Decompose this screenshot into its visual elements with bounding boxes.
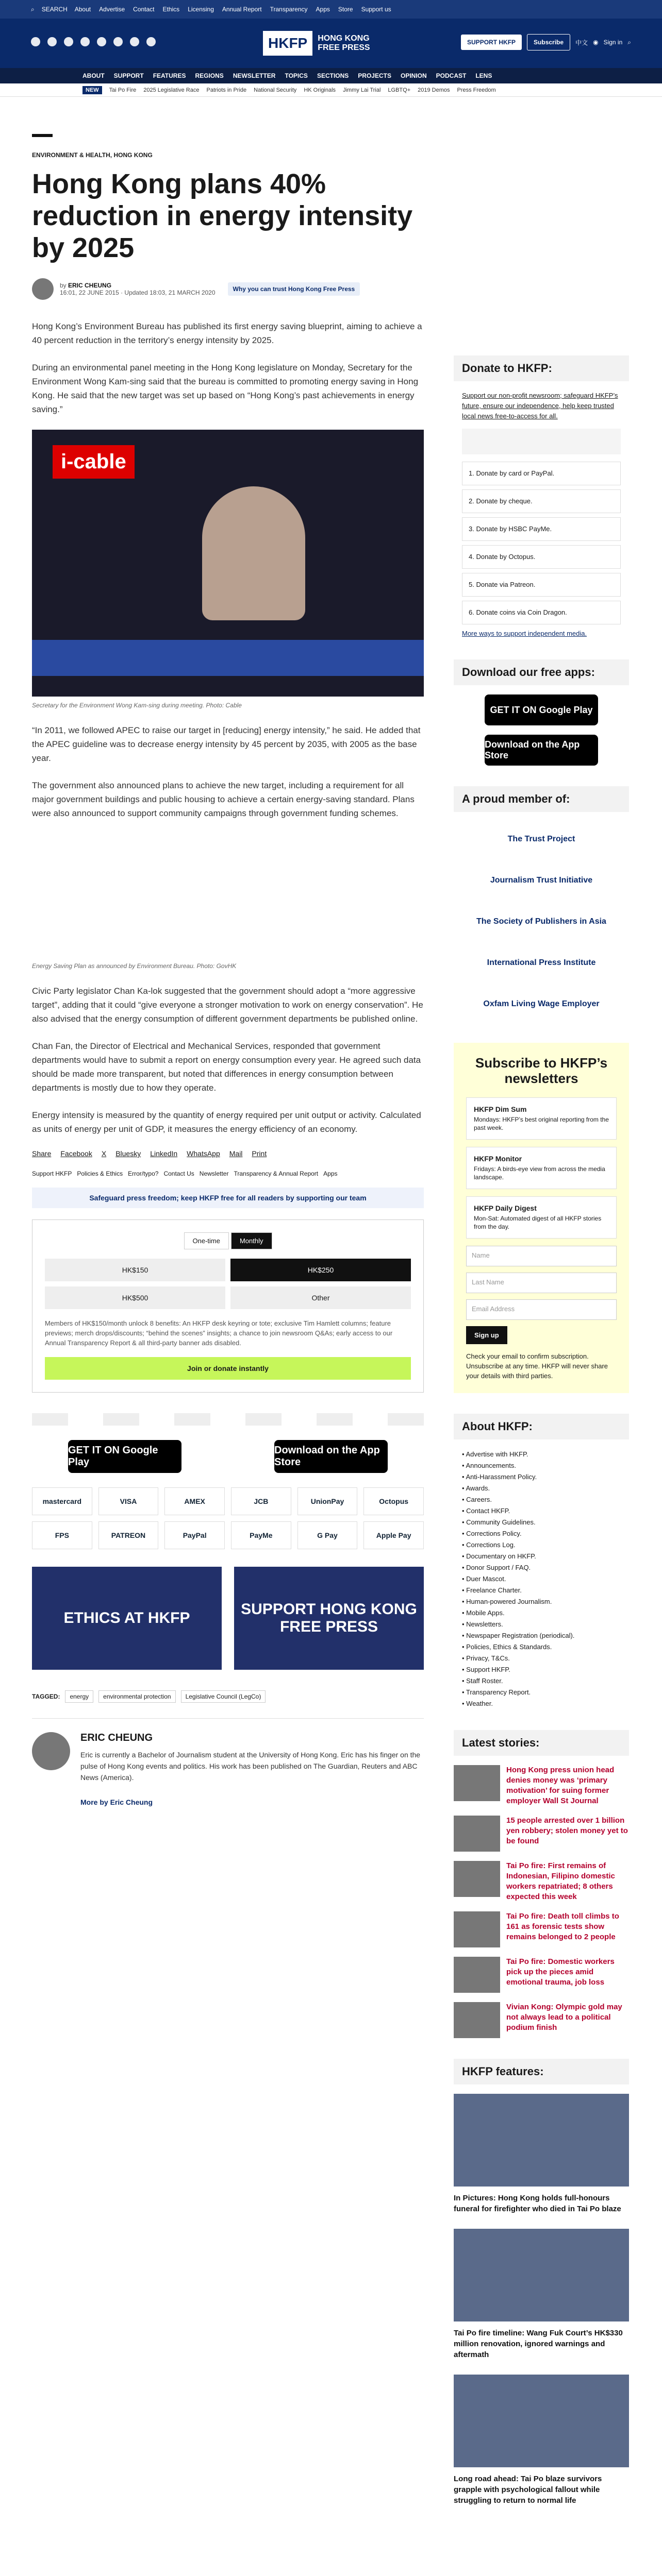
share-link[interactable]: LinkedIn bbox=[150, 1149, 178, 1158]
about-link[interactable]: • Donor Support / FAQ. bbox=[462, 1564, 531, 1571]
payment-logo: UnionPay bbox=[297, 1487, 358, 1515]
topic-nav bbox=[0, 83, 662, 97]
newsletter-widget bbox=[454, 1043, 629, 1393]
share-link[interactable]: Print bbox=[252, 1149, 267, 1158]
member-logo[interactable]: The Society of Publishers in Asia bbox=[476, 917, 606, 926]
photo-caption: Energy Saving Plan as announced by Environment Bureau. Photo: GovHK bbox=[32, 962, 237, 970]
join-button[interactable]: Join or donate instantly bbox=[45, 1357, 411, 1380]
member-logo[interactable]: International Press Institute bbox=[487, 958, 596, 967]
donate-box bbox=[32, 1219, 424, 1393]
about-list bbox=[454, 1449, 629, 1709]
sidebar bbox=[454, 355, 629, 2527]
footer-link[interactable]: Policies & Ethics bbox=[77, 1170, 123, 1177]
paragraph: Civic Party legislator Chan Ka-lok suggested that the government should adopt a “more aggressive target”, adding that it could “give everyone a stronger motivation to work on energy conservation”. He also advised that the energy consumption of different government departments be published online. bbox=[32, 986, 423, 1024]
photo-caption: Secretary for the Environment Wong Kam-sing during meeting. Photo: Cable bbox=[32, 702, 242, 709]
donate-option[interactable]: 4. Donate by Octopus. bbox=[462, 545, 621, 569]
payment-logo: PATREON bbox=[98, 1521, 159, 1549]
donate-banner[interactable]: Safeguard press freedom; keep HKFP free for all readers by supporting our team bbox=[32, 1188, 424, 1208]
widget-title: Download our free apps: bbox=[454, 659, 629, 685]
member-logo[interactable]: The Trust Project bbox=[507, 835, 575, 843]
article-date: 16:01, 22 JUNE 2015 · Updated 18:03, 21 MARCH 2020 bbox=[60, 289, 216, 296]
social-links bbox=[31, 37, 156, 46]
paragraph: “In 2011, we followed APEC to raise our target in [reducing] energy intensity,” he said. He added that the APEC guideline was to decrease energy intensity by 45 percent by 2035, with 2005 as the base year. bbox=[32, 725, 421, 763]
feature-headline[interactable]: In Pictures: Hong Kong holds full-honours funeral for firefighter who died in Tai Po blaze bbox=[454, 2194, 621, 2213]
features-widget bbox=[454, 2059, 629, 2506]
newsletter-name: HKFP Daily Digest bbox=[474, 1204, 537, 1212]
top-link[interactable]: Transparency bbox=[270, 6, 308, 13]
subscribe-button[interactable]: Subscribe bbox=[527, 34, 570, 50]
newsletter-desc: Fridays: A birds-eye view from across the media landscape. bbox=[474, 1165, 605, 1181]
article bbox=[32, 134, 424, 1821]
member-logo[interactable]: Oxfam Living Wage Employer bbox=[483, 999, 600, 1008]
lower-third bbox=[32, 640, 424, 676]
telegram-icon[interactable] bbox=[146, 37, 156, 46]
last-name-field[interactable]: Last Name bbox=[466, 1273, 617, 1293]
tab-one-time[interactable]: One-time bbox=[184, 1232, 229, 1249]
byline-text bbox=[60, 282, 216, 296]
search-icon[interactable]: ⌕ bbox=[31, 5, 35, 13]
widget-title: Donate to HKFP: bbox=[454, 355, 629, 381]
latest-list bbox=[454, 1765, 629, 2038]
latest-thumbnail bbox=[454, 2002, 500, 2038]
latest-headline[interactable]: Tai Po fire: First remains of Indonesian, Filipino domestic workers repatriated; 8 others expected this week bbox=[506, 1861, 615, 1901]
footer-link[interactable]: Error/typo? bbox=[128, 1170, 159, 1177]
payment-logo: VISA bbox=[98, 1487, 159, 1515]
latest-headline[interactable]: Tai Po fire: Death toll climbs to 161 as forensic tests show remains belonged to 2 people bbox=[506, 1912, 619, 1941]
latest-thumbnail bbox=[454, 1957, 500, 1993]
widget-title: HKFP features: bbox=[454, 2059, 629, 2084]
payment-logo: G Pay bbox=[297, 1521, 358, 1549]
tags-label: TAGGED: bbox=[32, 1693, 60, 1700]
paragraph: During an environmental panel meeting in the Hong Kong legislature on Monday, Secretary for the Environment Wong Kam-sing said that the bureau is committed to promoting energy saving in Hong Kong. He said that the new target was set up based on “Hong Kong’s past achievements in energy saving.” bbox=[32, 363, 419, 414]
top-link[interactable]: About bbox=[74, 6, 91, 13]
about-link[interactable]: • Weather. bbox=[462, 1700, 493, 1707]
about-link[interactable]: • Contact HKFP. bbox=[462, 1507, 510, 1515]
amount-option[interactable]: HK$250 bbox=[230, 1259, 411, 1281]
payment-methods bbox=[32, 1487, 424, 1549]
feature-item[interactable] bbox=[454, 2094, 629, 2214]
about-link[interactable]: • Corrections Policy. bbox=[462, 1530, 522, 1537]
nav-item[interactable]: SUPPORT bbox=[113, 72, 144, 79]
feature-image bbox=[454, 2229, 629, 2321]
user-icon[interactable]: ◉ bbox=[593, 39, 599, 46]
latest-item[interactable] bbox=[454, 1816, 629, 1852]
partner-logos bbox=[32, 1413, 424, 1426]
payment-logo: PayPal bbox=[164, 1521, 225, 1549]
donate-option[interactable]: 2. Donate by cheque. bbox=[462, 489, 621, 513]
feature-item[interactable] bbox=[454, 2375, 629, 2506]
donate-option[interactable]: 6. Donate coins via Coin Dragon. bbox=[462, 601, 621, 624]
latest-item[interactable] bbox=[454, 1911, 629, 1947]
topic-link[interactable]: Press Freedom bbox=[457, 87, 496, 93]
ethics-promo[interactable]: ETHICS AT HKFP bbox=[32, 1567, 222, 1670]
latest-headline[interactable]: Vivian Kong: Olympic gold may not always lead to a political podium finish bbox=[506, 2003, 622, 2032]
member-logo[interactable]: Journalism Trust Initiative bbox=[490, 876, 593, 885]
top-bar bbox=[0, 0, 662, 19]
app-badges bbox=[32, 1440, 424, 1473]
latest-thumbnail bbox=[454, 1861, 500, 1897]
partner-logo bbox=[245, 1413, 282, 1426]
promo-banners bbox=[32, 1567, 424, 1670]
app-store-badge[interactable]: Download on the App Store bbox=[274, 1440, 388, 1473]
about-link[interactable]: • Awards. bbox=[462, 1484, 490, 1492]
newsletter-name: HKFP Monitor bbox=[474, 1155, 522, 1163]
nav-item[interactable]: TOPICS bbox=[285, 72, 308, 79]
latest-thumbnail bbox=[454, 1765, 500, 1801]
partner-logo bbox=[317, 1413, 353, 1426]
logo[interactable] bbox=[263, 28, 397, 59]
author-box bbox=[32, 1718, 424, 1821]
feature-image bbox=[454, 2375, 629, 2467]
widget-title: About HKFP: bbox=[454, 1414, 629, 1439]
about-link[interactable]: • Corrections Log. bbox=[462, 1541, 516, 1549]
paragraph: Energy intensity is measured by the quantity of energy required per unit output or activity. Calculated as units of energy per unit of GDP, it measures the energy efficiency of an economy. bbox=[32, 1110, 421, 1134]
about-link[interactable]: • Duer Mascot. bbox=[462, 1575, 506, 1583]
avatar bbox=[32, 278, 54, 300]
tag[interactable]: environmental protection bbox=[98, 1690, 175, 1703]
more-ways-link[interactable]: More ways to support independent media. bbox=[462, 630, 587, 637]
google-play-badge[interactable]: GET IT ON Google Play bbox=[68, 1440, 181, 1473]
newsletter-option[interactable] bbox=[466, 1196, 617, 1239]
topic-link[interactable]: Patriots in Pride bbox=[206, 87, 247, 93]
signin-link[interactable]: Sign in bbox=[603, 39, 623, 46]
logo-box: HKFP bbox=[263, 31, 312, 56]
feature-image bbox=[454, 2094, 629, 2187]
donate-widget bbox=[454, 355, 629, 639]
speaker-figure bbox=[202, 486, 305, 620]
site-header bbox=[0, 19, 662, 68]
threads-icon[interactable] bbox=[80, 37, 90, 46]
instagram-icon[interactable] bbox=[64, 37, 73, 46]
footer-link[interactable]: Contact Us bbox=[163, 1170, 194, 1177]
newsletter-desc: Mondays: HKFP’s best original reporting from the past week. bbox=[474, 1116, 609, 1131]
share-link[interactable]: WhatsApp bbox=[187, 1149, 220, 1158]
top-link[interactable]: Contact bbox=[133, 6, 155, 13]
top-link[interactable]: Annual Report bbox=[222, 6, 262, 13]
newsletter-desc: Mon-Sat: Automated digest of all HKFP stories from the day. bbox=[474, 1215, 602, 1230]
latest-headline[interactable]: 15 people arrested over 1 billion yen robbery; stolen money yet to be found bbox=[506, 1816, 628, 1845]
feature-item[interactable] bbox=[454, 2229, 629, 2360]
nav-item[interactable]: FEATURES bbox=[153, 72, 186, 79]
app-store-badge[interactable]: Download on the App Store bbox=[485, 735, 598, 766]
about-link[interactable]: • Policies, Ethics & Standards. bbox=[462, 1643, 552, 1651]
share-link[interactable]: X bbox=[101, 1149, 107, 1158]
header-actions bbox=[461, 34, 631, 50]
about-link[interactable]: • Staff Roster. bbox=[462, 1677, 503, 1685]
about-link[interactable]: • Anti-Harassment Policy. bbox=[462, 1473, 537, 1481]
latest-thumbnail bbox=[454, 1816, 500, 1852]
support-promo[interactable]: SUPPORT HONG KONG FREE PRESS bbox=[234, 1567, 424, 1670]
about-link[interactable]: • Careers. bbox=[462, 1496, 492, 1503]
partner-logo bbox=[32, 1413, 68, 1426]
about-link[interactable]: • Human-powered Journalism. bbox=[462, 1598, 552, 1605]
latest-item[interactable] bbox=[454, 1765, 629, 1806]
newsletter-note: Check your email to confirm subscription. Unsubscribe at any time. HKFP will never share your details with third parties. bbox=[466, 1352, 608, 1380]
about-link[interactable]: • Newspaper Registration (periodical). bbox=[462, 1632, 575, 1639]
apps-widget bbox=[454, 659, 629, 766]
paragraph: Chan Fan, the Director of Electrical and Mechanical Services, responded that government departments would have to submit a report on energy consumption every year. He agreed such data should be made more transparent, but noted that differences in energy consumption between departments is mostly due to how they operate. bbox=[32, 1041, 421, 1093]
donate-tabs bbox=[45, 1232, 411, 1249]
newsletter-name: HKFP Dim Sum bbox=[474, 1105, 527, 1113]
tag-list bbox=[32, 1690, 424, 1703]
feature-list bbox=[454, 2094, 629, 2506]
google-play-badge[interactable]: GET IT ON Google Play bbox=[485, 694, 598, 725]
footer-link[interactable]: Newsletter bbox=[199, 1170, 229, 1177]
latest-item[interactable] bbox=[454, 2002, 629, 2038]
new-badge: NEW bbox=[82, 86, 102, 94]
nav-item[interactable]: PODCAST bbox=[436, 72, 467, 79]
amount-option[interactable]: HK$150 bbox=[45, 1259, 225, 1281]
article-title: Hong Kong plans 40% reduction in energy intensity by 2025 bbox=[32, 168, 413, 263]
about-link[interactable]: • Transparency Report. bbox=[462, 1688, 531, 1696]
youtube-icon[interactable] bbox=[113, 37, 123, 46]
author-avatar bbox=[32, 1732, 70, 1770]
author-bio: Eric is currently a Bachelor of Journalism student at the University of Hong Kong. Eric has his finger on the pulse of Hong Kong events and politics. His work has been published on The Guardian, Reuters and ABC News (America). bbox=[80, 1751, 421, 1782]
top-link[interactable]: Licensing bbox=[188, 6, 214, 13]
nav-item[interactable]: ABOUT bbox=[82, 72, 105, 79]
payment-logo: mastercard bbox=[32, 1487, 92, 1515]
topic-link[interactable]: Tai Po Fire bbox=[109, 87, 137, 93]
top-link[interactable]: Store bbox=[338, 6, 353, 13]
latest-item[interactable] bbox=[454, 1957, 629, 1993]
nav-item[interactable]: OPINION bbox=[400, 72, 427, 79]
about-link[interactable]: • Freelance Charter. bbox=[462, 1586, 522, 1594]
byline bbox=[32, 278, 424, 300]
feature-headline[interactable]: Long road ahead: Tai Po blaze survivors grapple with psychological fallout while struggling to return to normal life bbox=[454, 2475, 602, 2505]
topic-link[interactable]: 2019 Demos bbox=[418, 87, 450, 93]
bluesky-icon[interactable] bbox=[97, 37, 106, 46]
topic-link[interactable]: HK Originals bbox=[304, 87, 336, 93]
share-link[interactable]: Bluesky bbox=[115, 1149, 141, 1158]
email-field[interactable]: Email Address bbox=[466, 1299, 617, 1320]
about-link[interactable]: • Newsletters. bbox=[462, 1620, 503, 1628]
linkedin-icon[interactable] bbox=[130, 37, 139, 46]
payment-logo: AMEX bbox=[164, 1487, 225, 1515]
donate-amounts bbox=[45, 1259, 411, 1309]
nav-item[interactable]: LENS bbox=[475, 72, 492, 79]
about-link[interactable]: • Documentary on HKFP. bbox=[462, 1552, 536, 1560]
author-name[interactable]: ERIC CHEUNG bbox=[80, 1732, 153, 1743]
nav-item[interactable]: REGIONS bbox=[195, 72, 224, 79]
top-link[interactable]: Ethics bbox=[162, 6, 180, 13]
card-logos bbox=[462, 429, 621, 454]
author-link[interactable]: ERIC CHEUNG bbox=[68, 282, 112, 289]
payment-logo: JCB bbox=[231, 1487, 291, 1515]
about-link[interactable]: • Support HKFP. bbox=[462, 1666, 510, 1673]
x-icon[interactable] bbox=[47, 37, 57, 46]
widget-title: A proud member of: bbox=[454, 786, 629, 812]
share-link[interactable]: Facebook bbox=[60, 1149, 92, 1158]
main-nav bbox=[0, 68, 662, 83]
paragraph: The government also announced plans to achieve the new target, including a requirement for all major government buildings and public housing to achieve a certain energy-saving standard. Plans were also announced to support community campaigns through government funding schemes. bbox=[32, 781, 415, 818]
article-photo bbox=[32, 430, 424, 697]
share-link[interactable]: Share bbox=[32, 1149, 52, 1158]
logo-line: HONG KONG bbox=[318, 34, 370, 43]
facebook-icon[interactable] bbox=[31, 37, 40, 46]
paragraph: Hong Kong’s Environment Bureau has published its first energy saving blueprint, aiming to achieve a 40 percent reduction in the territory’s energy intensity by 2025. bbox=[32, 321, 422, 345]
search-icon[interactable]: ⌕ bbox=[627, 38, 631, 46]
share-link[interactable]: Mail bbox=[229, 1149, 243, 1158]
tag[interactable]: Legislative Council (LegCo) bbox=[181, 1690, 266, 1703]
widget-title: Latest stories: bbox=[454, 1730, 629, 1756]
latest-thumbnail bbox=[454, 1911, 500, 1947]
footer-link[interactable]: Support HKFP bbox=[32, 1170, 72, 1177]
latest-headline[interactable]: Tai Po fire: Domestic workers pick up the pieces amid emotional trauma, job loss bbox=[506, 1957, 615, 1987]
trust-pill[interactable]: Why you can trust Hong Kong Free Press bbox=[228, 282, 360, 296]
tab-monthly[interactable]: Monthly bbox=[231, 1232, 272, 1249]
about-link[interactable]: • Advertise with HKFP. bbox=[462, 1450, 528, 1458]
member-widget bbox=[454, 786, 629, 1022]
name-field[interactable]: Name bbox=[466, 1246, 617, 1266]
payment-logo: Octopus bbox=[363, 1487, 424, 1515]
about-widget bbox=[454, 1414, 629, 1709]
logo-text bbox=[318, 34, 370, 53]
share-bar bbox=[32, 1149, 424, 1158]
topic-link[interactable]: 2025 Legislative Race bbox=[143, 87, 200, 93]
about-link[interactable]: • Community Guidelines. bbox=[462, 1518, 536, 1526]
payment-logo: Apple Pay bbox=[363, 1521, 424, 1549]
topic-link[interactable]: Jimmy Lai Trial bbox=[343, 87, 381, 93]
footer-link[interactable]: Transparency & Annual Report bbox=[234, 1170, 319, 1177]
newsletter-option[interactable] bbox=[466, 1147, 617, 1189]
tag[interactable]: energy bbox=[65, 1690, 93, 1703]
language-link[interactable]: 中文 bbox=[575, 39, 588, 46]
top-link[interactable]: Apps bbox=[316, 6, 330, 13]
footer-link[interactable]: Apps bbox=[323, 1170, 338, 1177]
about-link[interactable]: • Announcements. bbox=[462, 1462, 517, 1469]
nav-item[interactable]: SECTIONS bbox=[317, 72, 349, 79]
kicker-rule bbox=[32, 134, 53, 137]
logo-line: FREE PRESS bbox=[318, 43, 370, 52]
latest-widget bbox=[454, 1730, 629, 2038]
donate-intro[interactable]: Support our non-profit newsroom; safeguard HKFP’s future, ensure our independence, help keep trusted local news free-to-access for all. bbox=[462, 392, 618, 420]
donate-options bbox=[462, 462, 621, 624]
support-button[interactable]: SUPPORT HKFP bbox=[461, 35, 522, 50]
top-links bbox=[75, 6, 391, 13]
donate-option[interactable]: 5. Donate via Patreon. bbox=[462, 573, 621, 597]
topic-link[interactable]: National Security bbox=[254, 87, 297, 93]
donate-option[interactable]: 1. Donate by card or PayPal. bbox=[462, 462, 621, 485]
partner-logo bbox=[388, 1413, 424, 1426]
article-category[interactable]: ENVIRONMENT & HEALTH, HONG KONG bbox=[32, 151, 153, 159]
search-label[interactable]: SEARCH bbox=[41, 6, 68, 13]
feature-headline[interactable]: Tai Po fire timeline: Wang Fuk Court’s HK$330 million renovation, ignored warnings and aftermath bbox=[454, 2329, 623, 2359]
partner-logo bbox=[103, 1413, 139, 1426]
partner-logo bbox=[174, 1413, 210, 1426]
latest-headline[interactable]: Hong Kong press union head denies money was ‘primary motivation’ for suing former employer Wall St Journal bbox=[506, 1766, 615, 1805]
member-benefits: Members of HK$150/month unlock 8 benefits: An HKFP desk keyring or tote; exclusive Tim Hamlett columns; feature previews; merch drops/discounts; “behind the scenes” insights; a chance to join newsroom Q&As; early access to our Annual Transparency Report & all third-party banner ads disabled. bbox=[45, 1319, 393, 1347]
nav-item[interactable]: PROJECTS bbox=[358, 72, 391, 79]
about-link[interactable]: • Privacy, T&Cs. bbox=[462, 1654, 510, 1662]
cable-logo: i-cable bbox=[53, 445, 135, 479]
top-link[interactable]: Support us bbox=[361, 6, 391, 13]
topic-link[interactable]: LGBTQ+ bbox=[388, 87, 411, 93]
donate-option[interactable]: 3. Donate by HSBC PayMe. bbox=[462, 517, 621, 541]
byline-by: by bbox=[60, 282, 69, 289]
latest-item[interactable] bbox=[454, 1861, 629, 1902]
newsletter-option[interactable] bbox=[466, 1097, 617, 1140]
amount-option[interactable]: HK$500 bbox=[45, 1286, 225, 1309]
plan-image-spacer bbox=[32, 834, 424, 962]
signup-button[interactable]: Sign up bbox=[466, 1326, 507, 1344]
more-by-author[interactable]: More by Eric Cheung bbox=[80, 1798, 153, 1806]
payment-logo: PayMe bbox=[231, 1521, 291, 1549]
top-link[interactable]: Advertise bbox=[99, 6, 125, 13]
amount-option[interactable]: Other bbox=[230, 1286, 411, 1309]
newsletter-title: Subscribe to HKFP’s newsletters bbox=[475, 1055, 608, 1086]
nav-item[interactable]: NEWSLETTER bbox=[233, 72, 276, 79]
about-link[interactable]: • Mobile Apps. bbox=[462, 1609, 505, 1617]
payment-logo: FPS bbox=[32, 1521, 92, 1549]
footer-links bbox=[32, 1170, 424, 1177]
